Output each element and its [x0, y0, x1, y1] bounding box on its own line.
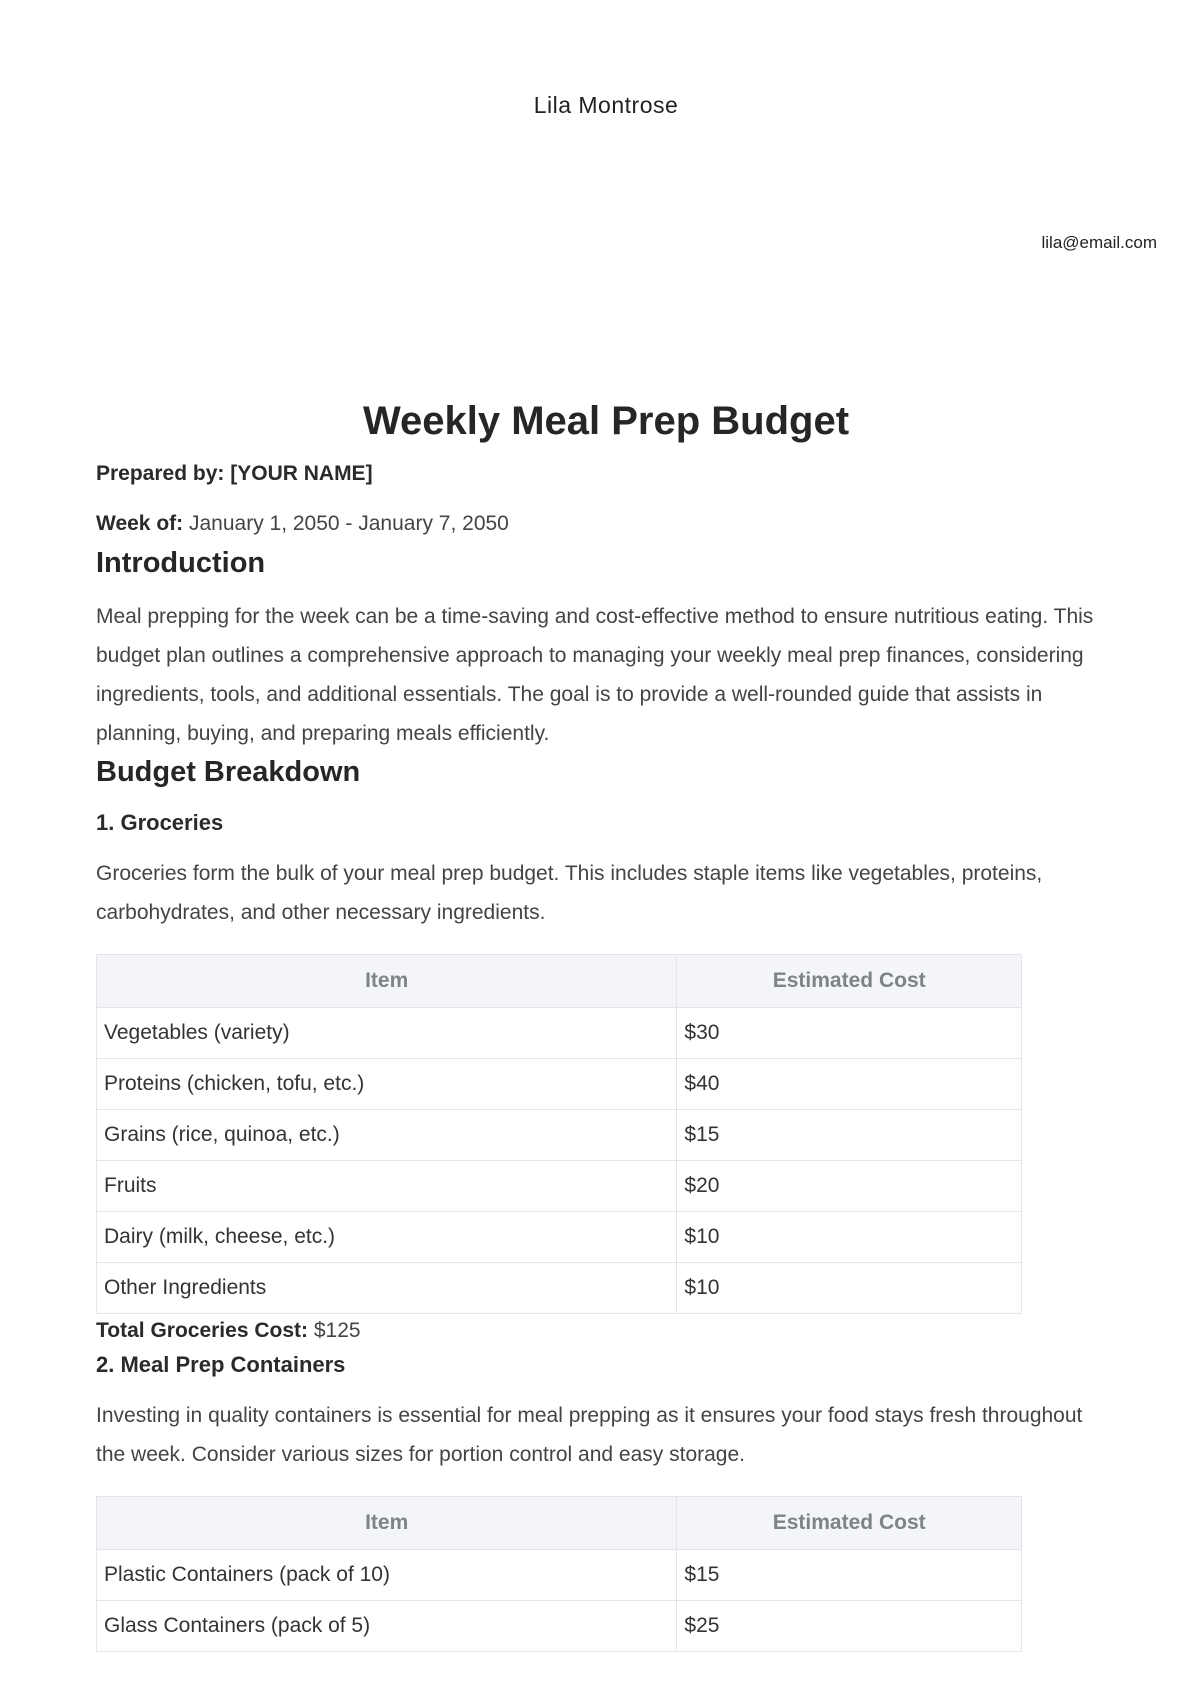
item-cell: Fruits [97, 1161, 677, 1212]
groceries-total-line [96, 1316, 1100, 1346]
week-of-label: Week of: [96, 512, 184, 535]
cost-cell: $10 [677, 1263, 1022, 1314]
introduction-heading: Introduction [96, 547, 266, 579]
prepared-by-line [96, 461, 1100, 487]
groceries-text: Groceries form the bulk of your meal prep budget. This includes staple items like vegetables, proteins, carbohydrates, and other necessary ingredients. [96, 862, 1043, 924]
cost-cell: $30 [677, 1008, 1022, 1059]
table-row [97, 1263, 1022, 1314]
table-row [97, 1601, 1022, 1652]
item-cell: Grains (rice, quinoa, etc.) [97, 1110, 677, 1161]
cost-cell: $15 [677, 1550, 1022, 1601]
prepared-by-label: Prepared by: [96, 462, 225, 485]
groceries-total-value: $125 [313, 1319, 361, 1342]
item-cell: Vegetables (variety) [97, 1008, 677, 1059]
groceries-total-label: Total Groceries Cost: [96, 1319, 308, 1342]
containers-heading: 2. Meal Prep Containers [96, 1352, 346, 1377]
table-row [97, 1059, 1022, 1110]
cost-cell: $10 [677, 1212, 1022, 1263]
budget-breakdown-heading: Budget Breakdown [96, 756, 361, 788]
column-header-estimated-cost: Estimated Cost [677, 1497, 1022, 1550]
table-row [97, 1161, 1022, 1212]
item-cell: Dairy (milk, cheese, etc.) [97, 1212, 677, 1263]
table-header-row [97, 1497, 1022, 1550]
item-cell: Plastic Containers (pack of 10) [97, 1550, 677, 1601]
table-header-row [97, 955, 1022, 1008]
groceries-heading: 1. Groceries [96, 810, 224, 835]
item-cell: Other Ingredients [97, 1263, 677, 1314]
week-of-value: January 1, 2050 - January 7, 2050 [188, 512, 509, 535]
prepared-by-value: [YOUR NAME] [230, 462, 373, 485]
column-header-estimated-cost: Estimated Cost [677, 955, 1022, 1008]
table-row [97, 1008, 1022, 1059]
item-cell: Glass Containers (pack of 5) [97, 1601, 677, 1652]
document-title: Weekly Meal Prep Budget [362, 399, 850, 443]
item-cell: Proteins (chicken, tofu, etc.) [97, 1059, 677, 1110]
containers-text: Investing in quality containers is essential for meal prepping as it ensures your food stays fresh throughout the week. Consider various sizes for portion control and easy storage. [96, 1404, 1083, 1466]
author-name: Lila Montrose [533, 92, 679, 118]
cost-cell: $25 [677, 1601, 1022, 1652]
week-of-line [96, 511, 1100, 537]
introduction-text: Meal prepping for the week can be a time-saving and cost-effective method to ensure nutritious eating. This budget plan outlines a comprehensive approach to managing your weekly meal prep finances, considering ingredients, tools, and additional essentials. The goal is to provide a well-rounded guide that assists in planning, buying, and preparing meals efficiently. [96, 605, 1094, 745]
cost-cell: $20 [677, 1161, 1022, 1212]
author-email: lila@email.com [1041, 233, 1157, 252]
table-row [97, 1110, 1022, 1161]
containers-table [96, 1496, 1022, 1652]
table-row [97, 1550, 1022, 1601]
cost-cell: $40 [677, 1059, 1022, 1110]
table-row [97, 1212, 1022, 1263]
document-content [96, 395, 1100, 1652]
column-header-item: Item [97, 1497, 677, 1550]
column-header-item: Item [97, 955, 677, 1008]
groceries-table [96, 954, 1022, 1314]
cost-cell: $15 [677, 1110, 1022, 1161]
